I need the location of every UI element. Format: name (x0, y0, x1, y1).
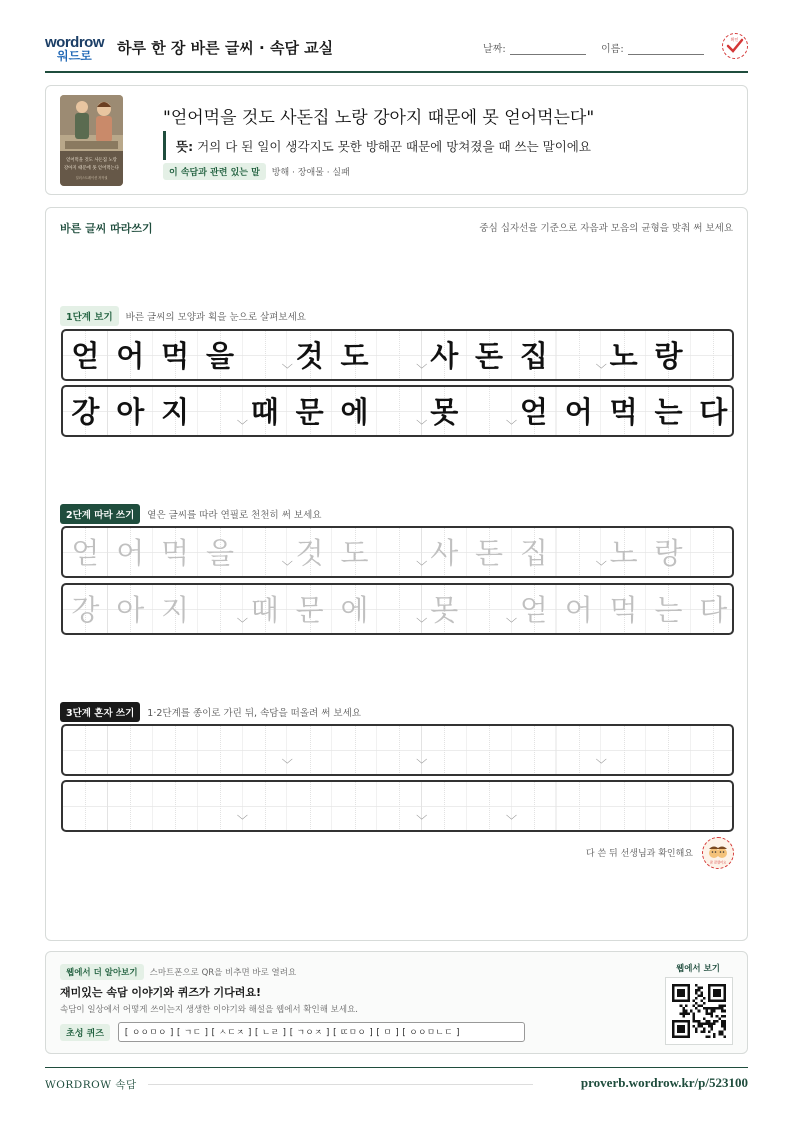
grid-char: 어 (564, 395, 593, 429)
grid-char: 얻 (519, 593, 548, 627)
space-marker-icon: ﹀ (236, 419, 248, 432)
grid-cell[interactable] (108, 726, 153, 773)
grid-cell[interactable] (332, 782, 377, 829)
grid-char: 지 (161, 593, 190, 627)
grid-char: 노 (609, 536, 638, 570)
grid-cell[interactable] (63, 528, 108, 575)
grid-cell[interactable] (467, 528, 512, 575)
grid-char: 아 (116, 593, 145, 627)
grid-cell[interactable] (646, 782, 691, 829)
grid-cell[interactable] (287, 528, 332, 575)
practice-hint: 중심 십자선을 기준으로 자음과 모음의 균형을 맞춰 써 보세요 (479, 223, 733, 234)
related-words (163, 163, 350, 180)
page-title: 하루 한 장 바른 글씨 · 속담 교실 (117, 39, 334, 57)
grid-char: 지 (161, 395, 190, 429)
grid-cell[interactable] (153, 782, 198, 829)
grid-cell[interactable] (601, 585, 646, 632)
space-marker-icon: ﹀ (416, 419, 428, 432)
grid-cell[interactable] (63, 726, 108, 773)
space-marker-icon: ﹀ (505, 419, 517, 432)
quiz-answer-box: [ ㅇㅇㅁㅇ ] [ ㄱㄷ ] [ ㅅㄷㅈ ] [ ㄴㄹ ] [ ㄱㅇㅈ ] [ ㄸㅁㅇ ] [ ㅁ ] [ ㅇㅇㅁㄴㄷ ] (118, 1022, 525, 1042)
grid-cell (108, 331, 153, 378)
space-marker-icon: ﹀ (416, 814, 428, 827)
grid-cell (601, 331, 646, 378)
grid-char: 아 (116, 395, 145, 429)
grid-cell[interactable] (646, 528, 691, 575)
page-footer (45, 1067, 748, 1095)
step-3-desc: 1·2단계를 종이로 가린 뒤, 속담을 떠올려 써 보세요 (147, 708, 361, 719)
grid-char: 사 (430, 339, 459, 373)
grid-char: 는 (654, 593, 683, 627)
grid-cell[interactable] (422, 782, 467, 829)
step-2-badge: 2단계 따라 쓰기 (60, 504, 140, 524)
grid-cell (467, 331, 512, 378)
grid-cell[interactable] (601, 782, 646, 829)
thumb-caption-1: 얻어먹을 것도 사돈집 노랑 (66, 158, 117, 163)
logo-korean: 워드로 (57, 49, 92, 63)
step2-row-2[interactable] (61, 583, 734, 635)
quiz-label: 초성 퀴즈 (60, 1024, 110, 1041)
grid-cell (108, 387, 153, 434)
grid-cell[interactable] (422, 585, 467, 632)
grid-cell[interactable] (512, 585, 557, 632)
grid-char: 못 (430, 395, 459, 429)
grid-cell[interactable] (467, 726, 512, 773)
grid-cell[interactable] (108, 528, 153, 575)
grid-cell[interactable] (422, 726, 467, 773)
related-list: 방해 · 장애물 · 실패 (271, 168, 350, 178)
space-marker-icon: ﹀ (236, 814, 248, 827)
step-2-label (60, 504, 321, 524)
handwriting-practice (45, 207, 748, 941)
grid-char: 못 (430, 593, 459, 627)
grid-cell[interactable] (287, 726, 332, 773)
grid-cell[interactable] (691, 782, 734, 829)
step-3-label (60, 702, 361, 722)
done-note: 다 쓴 뒤 선생님과 확인해요 (585, 849, 693, 859)
check-stamp (722, 33, 748, 59)
grid-char: 먹 (161, 536, 190, 570)
grid-cell[interactable] (287, 782, 332, 829)
grid-char: 랑 (654, 536, 683, 570)
grid-char: 먹 (161, 339, 190, 373)
proverb-title: "얻어먹을 것도 사돈집 노랑 강아지 때문에 못 얻어먹는다" (163, 108, 595, 128)
grid-cell (332, 387, 377, 434)
grid-cell[interactable] (198, 726, 243, 773)
grid-char: 어 (116, 536, 145, 570)
grid-cell (242, 387, 287, 434)
step3-row-1[interactable] (61, 724, 734, 776)
grid-cell[interactable] (691, 585, 734, 632)
grid-char: 도 (340, 339, 369, 373)
grid-char: 을 (205, 339, 234, 373)
step-1-badge: 1단계 보기 (60, 306, 119, 326)
grid-char: 먹 (609, 593, 638, 627)
footer-url[interactable]: proverb.wordrow.kr/p/523100 (580, 1075, 748, 1090)
proverb-meaning (163, 131, 591, 160)
teacher-stamp (702, 837, 734, 869)
thumb-caption-2: 강아지 때문에 못 얻어먹는다 (63, 166, 120, 171)
grid-cell (512, 331, 557, 378)
web-description: 속담이 일상에서 어떻게 쓰이는지 생생한 이야기와 해설을 웹에서 확인해 보세요. (60, 1005, 358, 1015)
grid-cell (691, 387, 734, 434)
grid-char: 는 (654, 395, 683, 429)
web-badge: 웹에서 더 알아보기 (60, 964, 144, 980)
step-1-label (60, 306, 306, 326)
grid-cell[interactable] (422, 528, 467, 575)
grid-char: 도 (340, 536, 369, 570)
space-marker-icon: ﹀ (505, 814, 517, 827)
step-1-desc: 바른 글씨의 모양과 획을 눈으로 살펴보세요 (125, 312, 306, 323)
grid-char: 랑 (654, 339, 683, 373)
stamp-label: 참 잘했어요 (709, 860, 727, 865)
web-promo (45, 951, 748, 1054)
space-marker-icon: ﹀ (236, 617, 248, 630)
meaning-text: 거의 다 된 일이 생각지도 못한 방해꾼 때문에 망쳐졌을 때 쓰는 말이에요 (197, 139, 591, 154)
grid-cell (287, 387, 332, 434)
step2-row-1[interactable] (61, 526, 734, 578)
space-marker-icon: ﹀ (595, 363, 607, 376)
wordrow-logo (45, 34, 107, 64)
grid-cell (287, 331, 332, 378)
grid-char: 사 (430, 536, 459, 570)
step3-row-2[interactable] (61, 780, 734, 832)
practice-title: 바른 글씨 따라쓰기 (60, 222, 153, 235)
grid-cell[interactable] (691, 528, 734, 575)
grid-char: 어 (116, 339, 145, 373)
space-marker-icon: ﹀ (416, 758, 428, 771)
grid-char: 얻 (519, 395, 548, 429)
space-marker-icon: ﹀ (505, 617, 517, 630)
grid-cell[interactable] (332, 528, 377, 575)
grid-cell (332, 331, 377, 378)
grid-cell (198, 331, 243, 378)
grid-cell[interactable] (63, 585, 108, 632)
grid-char: 문 (295, 593, 324, 627)
grid-char: 것 (295, 339, 324, 373)
grid-char: 에 (340, 395, 369, 429)
grid-char: 돈 (475, 339, 504, 373)
grid-cell (646, 331, 691, 378)
footer-brand: WORDROW 속담 (45, 1079, 137, 1091)
proverb-illustration (60, 95, 123, 186)
grid-char: 집 (519, 536, 548, 570)
grid-char: 강 (71, 593, 100, 627)
grid-cell[interactable] (646, 726, 691, 773)
web-badge-row (60, 964, 296, 980)
grid-cell[interactable] (153, 585, 198, 632)
grid-cell[interactable] (332, 726, 377, 773)
date-label: 날짜: (483, 44, 506, 55)
teacher-stamp-icon (704, 839, 732, 867)
grid-char: 노 (609, 339, 638, 373)
grid-cell[interactable] (556, 782, 601, 829)
web-headline: 재미있는 속담 이야기와 퀴즈가 기다려요! (60, 986, 261, 999)
grid-char: 얻 (71, 339, 100, 373)
grid-cell[interactable] (153, 726, 198, 773)
grid-char: 강 (71, 395, 100, 429)
checkmark-icon (723, 34, 746, 57)
grid-cell[interactable] (63, 782, 108, 829)
grid-char: 돈 (475, 536, 504, 570)
step-2-desc: 옅은 글씨를 따라 연필로 천천히 써 보세요 (147, 510, 322, 521)
qr-code[interactable] (665, 977, 733, 1045)
grid-cell[interactable] (512, 528, 557, 575)
space-marker-icon: ﹀ (416, 363, 428, 376)
grid-cell (153, 387, 198, 434)
grid-char: 것 (295, 536, 324, 570)
grid-cell[interactable] (242, 782, 287, 829)
grid-cell[interactable] (601, 528, 646, 575)
footer-divider (148, 1084, 533, 1085)
step1-row-1 (61, 329, 734, 381)
grid-cell (646, 387, 691, 434)
date-line[interactable] (510, 45, 586, 55)
grid-cell[interactable] (512, 726, 557, 773)
space-marker-icon: ﹀ (281, 758, 293, 771)
grid-cell[interactable] (332, 585, 377, 632)
space-marker-icon: ﹀ (595, 560, 607, 573)
grid-cell[interactable] (153, 528, 198, 575)
space-marker-icon: ﹀ (416, 560, 428, 573)
grid-char: 에 (340, 593, 369, 627)
grid-cell[interactable] (601, 726, 646, 773)
grid-cell[interactable] (198, 528, 243, 575)
grid-cell (601, 387, 646, 434)
web-badge-desc: 스마트폰으로 QR을 비추면 바로 열려요 (149, 968, 297, 978)
grid-char: 다 (699, 395, 728, 429)
logo-wordmark: wordrow (45, 34, 104, 51)
grid-char: 을 (205, 536, 234, 570)
grid-cell (422, 331, 467, 378)
proverb-card (45, 85, 748, 195)
grid-cell (153, 331, 198, 378)
step-3-badge: 3단계 혼자 쓰기 (60, 702, 140, 722)
qr-label: 웹에서 보기 (675, 964, 720, 974)
grid-cell (691, 331, 734, 378)
space-marker-icon: ﹀ (595, 758, 607, 771)
space-marker-icon: ﹀ (281, 560, 293, 573)
grid-char: 문 (295, 395, 324, 429)
grid-cell[interactable] (512, 782, 557, 829)
grid-cell (63, 387, 108, 434)
name-label: 이름: (601, 44, 624, 55)
related-badge: 이 속담과 관련 있는 말 (163, 163, 266, 180)
grid-cell (63, 331, 108, 378)
stamp-text: 확인 (730, 37, 739, 42)
grid-cell[interactable] (556, 585, 601, 632)
grid-cell[interactable] (287, 585, 332, 632)
grid-cell[interactable] (108, 585, 153, 632)
space-marker-icon: ﹀ (281, 363, 293, 376)
chosung-quiz (60, 1022, 525, 1042)
grid-cell (556, 387, 601, 434)
name-line[interactable] (628, 45, 704, 55)
grid-char: 얻 (71, 536, 100, 570)
grid-char: 때 (250, 593, 279, 627)
space-marker-icon: ﹀ (416, 617, 428, 630)
thumb-caption-3: 일러스트레이션 저작권 (75, 176, 108, 180)
grid-cell (422, 387, 467, 434)
page-header (45, 30, 748, 73)
grid-char: 어 (564, 593, 593, 627)
grid-cell[interactable] (646, 585, 691, 632)
grid-char: 때 (250, 395, 279, 429)
grid-cell[interactable] (242, 585, 287, 632)
step1-row-2 (61, 385, 734, 437)
grid-char: 다 (699, 593, 728, 627)
qr-code-icon (672, 984, 726, 1038)
grid-cell (512, 387, 557, 434)
grid-char: 집 (519, 339, 548, 373)
grid-cell[interactable] (691, 726, 734, 773)
meaning-label: 뜻: (176, 139, 194, 154)
grid-cell[interactable] (108, 782, 153, 829)
grid-char: 먹 (609, 395, 638, 429)
date-field[interactable] (483, 40, 586, 55)
name-field[interactable] (601, 40, 704, 55)
